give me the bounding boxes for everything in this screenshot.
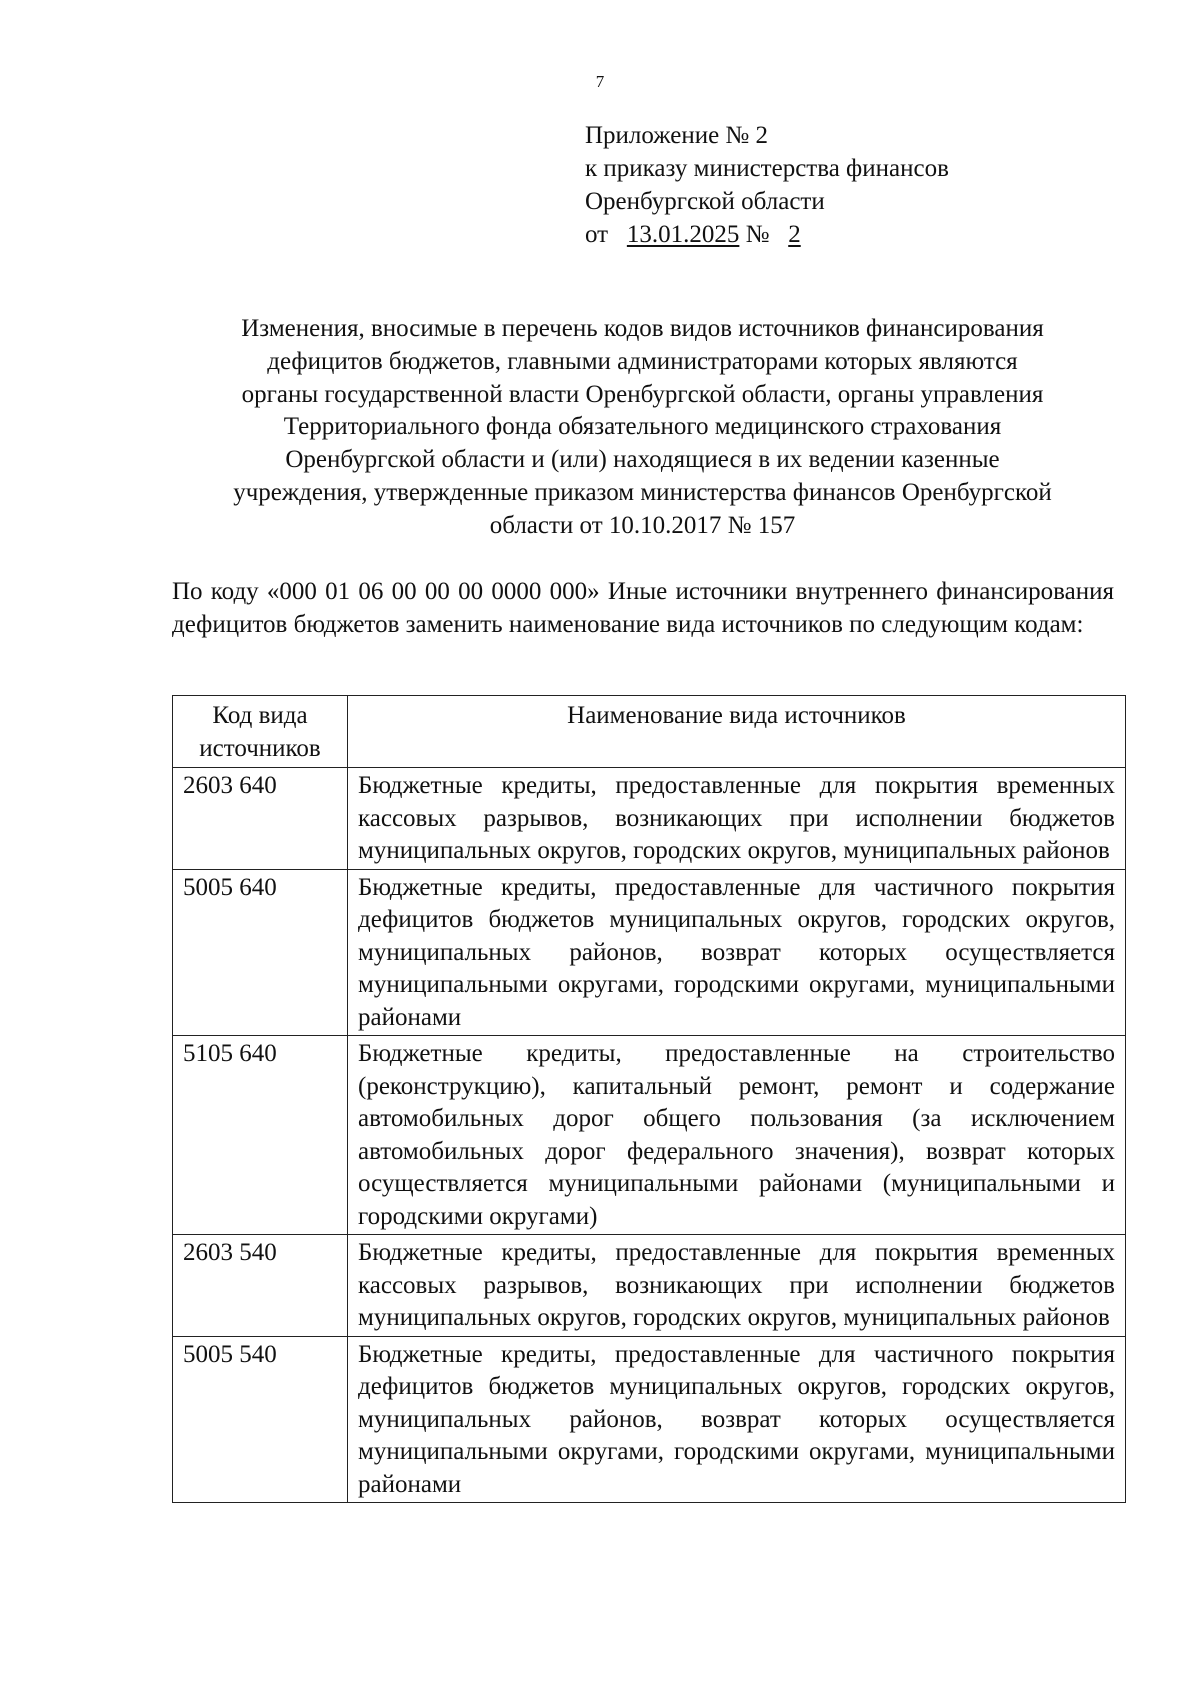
- appendix-number-sign: №: [745, 221, 770, 248]
- appendix-number: 2: [788, 221, 801, 248]
- row-name: Бюджетные кредиты, предоставленные для покрытия временных кассовых разрывов, возникающих при исполнении бюджетов муниципальных округов, городских округов, муниципальных районов: [348, 768, 1126, 870]
- table-row: [173, 768, 1126, 870]
- page-number: 7: [595, 72, 605, 91]
- appendix-date-line: [585, 218, 949, 251]
- appendix-from-prefix: от: [585, 221, 609, 248]
- appendix-header: [585, 119, 949, 251]
- row-name: Бюджетные кредиты, предоставленные на строительство (реконструкцию), капитальный ремонт, ремонт и содержание автомобильных дорог общего пользования (за исключением автомобильных дорог федерального значения), возврат которых осуществляется муниципальными районами (муниципальными и городскими округами): [348, 1036, 1126, 1235]
- header-code: Код вида источников: [173, 696, 348, 768]
- row-code: 5005 540: [173, 1336, 348, 1503]
- title-line: Территориального фонда обязательного медицинского страхования: [283, 413, 1002, 441]
- row-code: 2603 640: [173, 768, 348, 870]
- title-line: Оренбургской области и (или) находящиеся в их ведении казенные: [285, 446, 1000, 474]
- title-line: Изменения, вносимые в перечень кодов видов источников финансирования: [241, 315, 1044, 342]
- table-row: [173, 1036, 1126, 1235]
- table-row: [173, 1235, 1126, 1337]
- row-code: 5105 640: [173, 1036, 348, 1235]
- appendix-line-1: Приложение № 2: [585, 122, 769, 149]
- source-codes-table: [172, 695, 1126, 1503]
- document-title: [170, 313, 1115, 543]
- header-name: Наименование вида источников: [348, 696, 1126, 768]
- table-row: [173, 1336, 1126, 1503]
- row-code: 5005 640: [173, 869, 348, 1036]
- title-line: учреждения, утвержденные приказом министерства финансов Оренбургской: [233, 478, 1052, 506]
- appendix-line-3: Оренбургской области: [585, 188, 825, 215]
- row-code: 2603 540: [173, 1235, 348, 1337]
- row-name: Бюджетные кредиты, предоставленные для частичного покрытия дефицитов бюджетов муниципальных округов, городских округов, муниципальных районов, возврат которых осуществляется муниципальными округами, городскими округами, муниципальными районами: [348, 869, 1126, 1036]
- title-line: органы государственной власти Оренбургской области, органы управления: [241, 380, 1044, 408]
- row-name: Бюджетные кредиты, предоставленные для покрытия временных кассовых разрывов, возникающих при исполнении бюджетов муниципальных округов, городских округов, муниципальных районов: [348, 1235, 1126, 1337]
- intro-paragraph: По коду «000 01 06 00 00 00 0000 000» Иные источники внутреннего финансирования дефицитов бюджетов заменить наименование вида источников по следующим кодам:: [172, 578, 1114, 638]
- row-name: Бюджетные кредиты, предоставленные для частичного покрытия дефицитов бюджетов муниципальных округов, городских округов, муниципальных районов, возврат которых осуществляется муниципальными округами, городскими округами, муниципальными районами: [348, 1336, 1126, 1503]
- appendix-date: 13.01.2025: [626, 221, 740, 248]
- appendix-line-2: к приказу министерства финансов: [585, 155, 949, 182]
- title-line: области от 10.10.2017 № 157: [489, 511, 796, 539]
- table-header-row: [173, 696, 1126, 768]
- title-line: дефицитов бюджетов, главными администраторами которых являются: [267, 347, 1018, 375]
- table-row: [173, 869, 1126, 1036]
